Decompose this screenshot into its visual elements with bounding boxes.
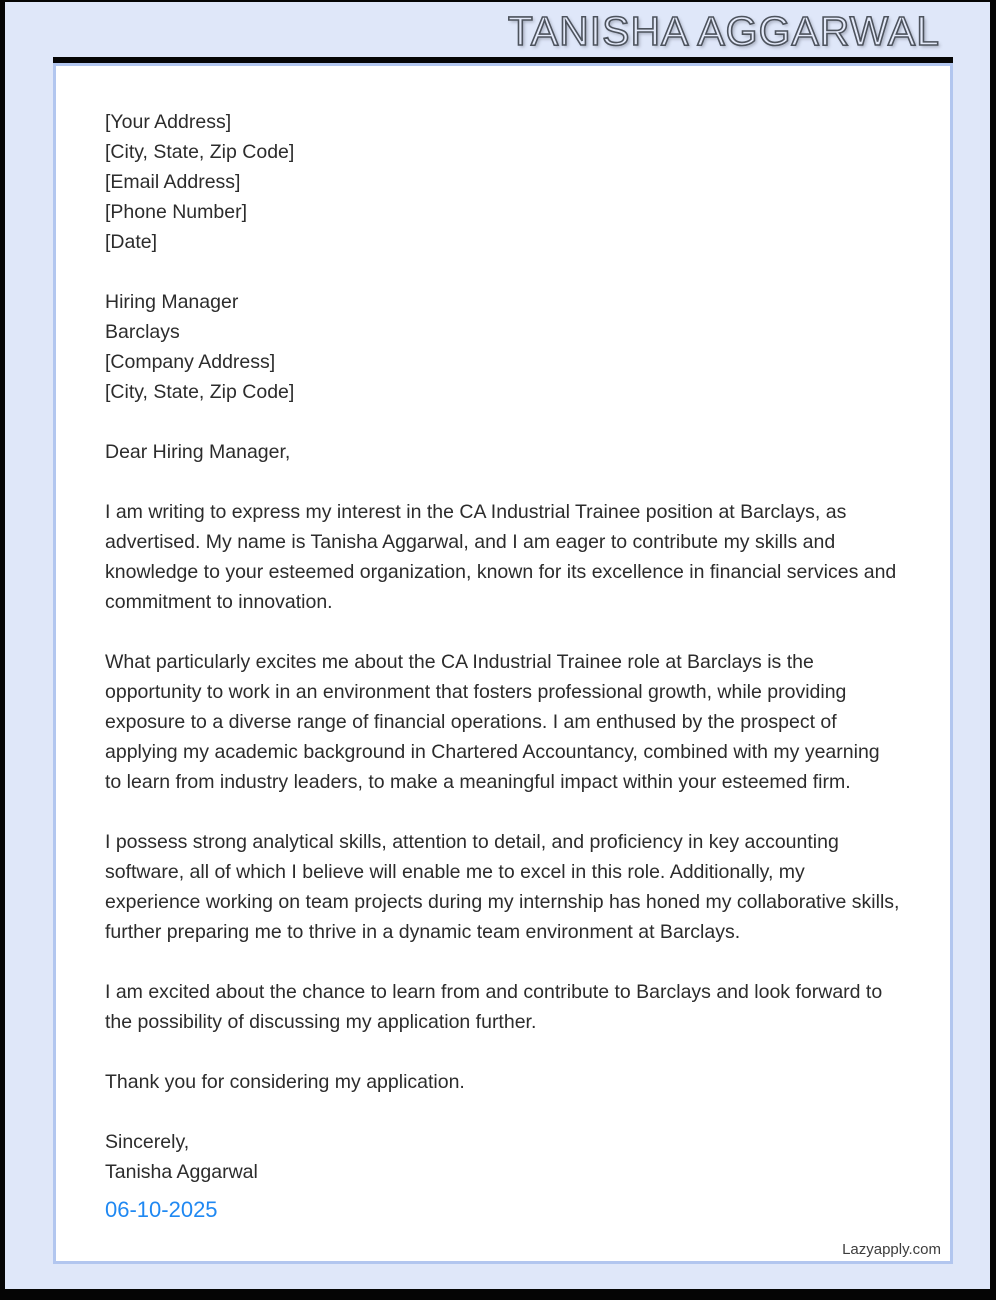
sender-email-line: [Email Address] — [105, 171, 241, 193]
recipient-company-line: Barclays — [105, 321, 180, 343]
spacer — [105, 1097, 901, 1127]
closing-line: Sincerely, — [105, 1131, 190, 1153]
letter-date: 06-10-2025 — [105, 1197, 218, 1222]
spacer — [105, 1037, 901, 1067]
spacer — [105, 947, 901, 977]
sender-phone-line: [Phone Number] — [105, 201, 247, 223]
sender-city-line: [City, State, Zip Code] — [105, 141, 295, 163]
recipient-title-line: Hiring Manager — [105, 291, 239, 313]
paragraph-intro: I am writing to express my interest in the CA Industrial Trainee position at Barclays, as advertised. My name is Tanisha Aggarwal, and I am eager to contribute my skills and knowledge to your esteemed organization, known for its excellence in financial services and commitment to innovation. — [105, 501, 897, 613]
sender-address-block — [105, 107, 901, 257]
letterhead-name: TANISHA AGGARWAL — [507, 8, 940, 54]
recipient-city-line: [City, State, Zip Code] — [105, 381, 295, 403]
spacer — [105, 257, 901, 287]
spacer — [105, 617, 901, 647]
paragraph-motivation: What particularly excites me about the CA Industrial Trainee role at Barclays is the opportunity to work in an environment that fosters professional growth, while providing exposure to a diverse range of financial operations. I am enthused by the prospect of applying my academic background in Chartered Accountancy, combined with my yearning to learn from industry leaders, to make a meaningful impact within your esteemed firm. — [105, 651, 880, 793]
recipient-address-line: [Company Address] — [105, 351, 276, 373]
paragraph-skills: I possess strong analytical skills, attention to detail, and proficiency in key accounting software, all of which I believe will enable me to excel in this role. Additionally, my experience working on team projects during my internship has honed my collaborative skills, further preparing me to thrive in a dynamic team environment at Barclays. — [105, 831, 900, 943]
letter-page — [53, 63, 953, 1264]
salutation: Dear Hiring Manager, — [105, 441, 291, 463]
spacer — [105, 407, 901, 437]
letter-body — [105, 107, 901, 1223]
spacer — [105, 797, 901, 827]
lazyapply-watermark: Lazyapply.com — [842, 1241, 941, 1258]
paragraph-outro: I am excited about the chance to learn from and contribute to Barclays and look forward to the possibility of discussing my application further. — [105, 981, 883, 1033]
signature-name: Tanisha Aggarwal — [105, 1161, 258, 1183]
signature-block — [105, 1127, 901, 1187]
spacer — [105, 467, 901, 497]
sender-date-line: [Date] — [105, 231, 158, 253]
thank-you-line: Thank you for considering my application. — [105, 1071, 465, 1093]
recipient-address-block — [105, 287, 901, 407]
sender-address-line: [Your Address] — [105, 111, 232, 133]
